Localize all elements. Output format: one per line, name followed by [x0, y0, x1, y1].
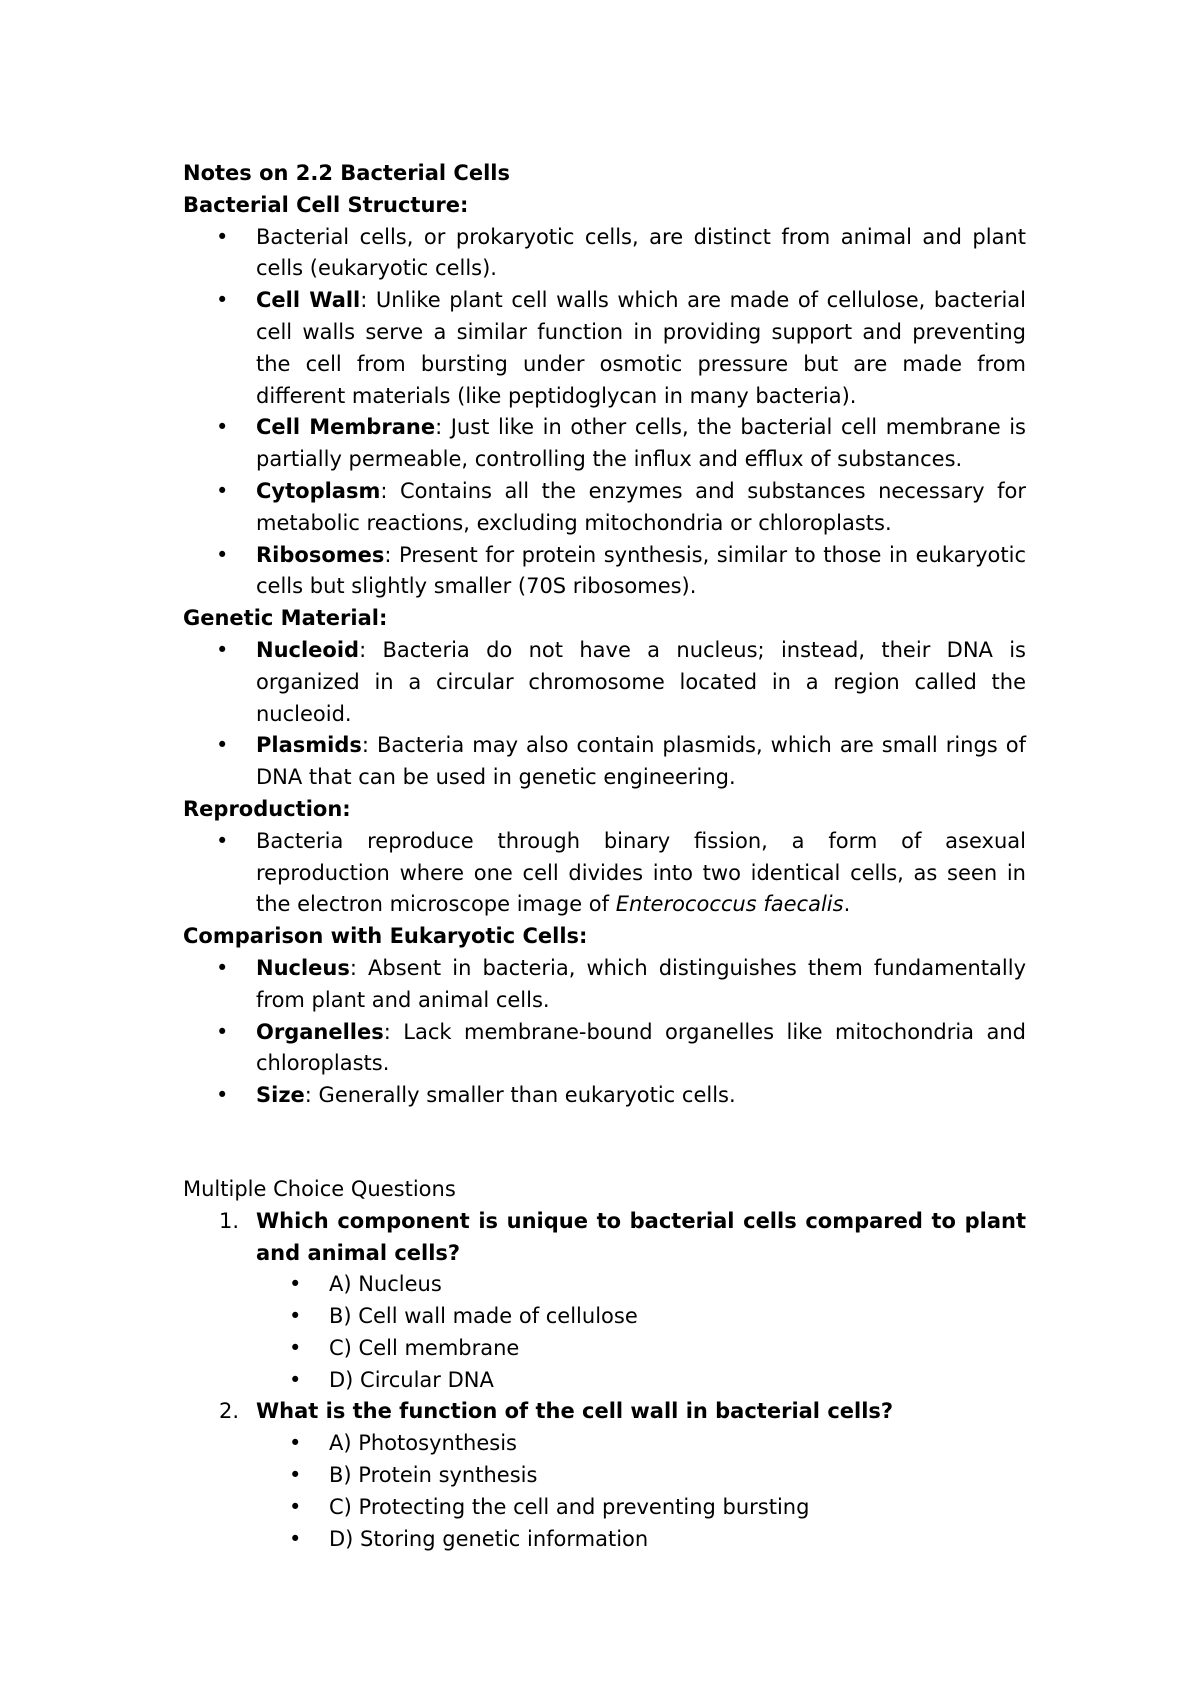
list-item — [183, 635, 1026, 730]
list-item — [183, 953, 1026, 1017]
list-item — [183, 222, 1026, 286]
item-text: : Bacteria may also contain plasmids, which are small rings of DNA that can be used in genetic engineering. — [256, 733, 1026, 790]
mcq-title: Multiple Choice Questions — [183, 1176, 456, 1201]
list-item — [183, 1017, 1026, 1081]
item-text-end: . — [843, 892, 851, 917]
item-text: : Bacteria do not have a nucleus; instead, their DNA is organized in a circular chromosome located in a region called the nucleoid. — [256, 637, 1026, 726]
item-text: Bacterial cells, or prokaryotic cells, are distinct from animal and plant cells (eukaryotic cells). — [256, 224, 1026, 281]
section-heading-structure: Bacterial Cell Structure: — [183, 192, 469, 217]
item-text: : Present for protein synthesis, similar to those in eukaryotic cells but slightly smaller (70S ribosomes). — [256, 542, 1026, 599]
list-item — [183, 476, 1026, 540]
question-text: What is the function of the cell wall in bacterial cells? — [256, 1399, 894, 1424]
item-text: : Contains all the enzymes and substances necessary for metabolic reactions, excluding mitochondria or chloroplasts. — [256, 478, 1026, 535]
option-item: • C) Cell membrane — [256, 1333, 1026, 1365]
option-list — [256, 1269, 1026, 1396]
item-term: Organelles — [256, 1019, 384, 1044]
genetic-list — [183, 635, 1026, 794]
option-item: • D) Storing genetic information — [256, 1524, 1026, 1556]
item-term: Ribosomes — [256, 542, 385, 567]
structure-list — [183, 222, 1026, 604]
list-item — [183, 285, 1026, 412]
item-term: Size — [256, 1083, 305, 1108]
item-text: Bacteria reproduce through binary fission, a form of asexual reproduction where one cell divides into two identical cells, as seen in the electron microscope image of — [256, 828, 1026, 917]
option-item: • A) Nucleus — [256, 1269, 1026, 1301]
item-term: Nucleus — [256, 955, 350, 980]
section-heading-comparison: Comparison with Eukaryotic Cells: — [183, 924, 588, 949]
question-text: Which component is unique to bacterial cells compared to plant and animal cells? — [256, 1208, 1026, 1265]
document-body — [183, 158, 1026, 1555]
item-text: : Absent in bacteria, which distinguishes them fundamentally from plant and animal cells. — [256, 955, 1026, 1012]
option-item: • B) Cell wall made of cellulose — [256, 1301, 1026, 1333]
item-text: : Lack membrane-bound organelles like mitochondria and chloroplasts. — [256, 1019, 1026, 1076]
item-term: Plasmids — [256, 733, 362, 758]
item-text: : Generally smaller than eukaryotic cells. — [304, 1083, 736, 1108]
list-item — [183, 1080, 1026, 1112]
option-list — [256, 1428, 1026, 1555]
list-item — [183, 826, 1026, 921]
item-term: Nucleoid — [256, 637, 360, 662]
list-item — [183, 730, 1026, 794]
question-number: 1. — [219, 1208, 240, 1233]
question-item — [183, 1396, 1026, 1555]
section-heading-genetic: Genetic Material: — [183, 606, 388, 631]
item-term: Cell Wall — [256, 288, 361, 313]
page-title: Notes on 2.2 Bacterial Cells — [183, 161, 510, 185]
species-name: Enterococcus faecalis — [615, 892, 844, 917]
question-number: 2. — [219, 1399, 240, 1424]
item-text: : Unlike plant cell walls which are made of cellulose, bacterial cell walls serve a similar function in providing support and preventing the cell from bursting under osmotic pressure but are made from different materials (like peptidoglycan in many bacteria). — [256, 288, 1026, 408]
comparison-list — [183, 953, 1026, 1112]
section-heading-reproduction: Reproduction: — [183, 796, 351, 821]
option-item: • D) Circular DNA — [256, 1365, 1026, 1397]
item-term: Cytoplasm — [256, 478, 381, 503]
item-text: : Just like in other cells, the bacterial cell membrane is partially permeable, controlling the influx and efflux of substances. — [256, 415, 1026, 472]
list-item — [183, 412, 1026, 476]
question-item — [183, 1206, 1026, 1397]
reproduction-list — [183, 826, 1026, 921]
list-item — [183, 540, 1026, 604]
item-term: Cell Membrane — [256, 415, 436, 440]
option-item: • C) Protecting the cell and preventing bursting — [256, 1492, 1026, 1524]
question-list — [183, 1206, 1026, 1556]
option-item: • B) Protein synthesis — [256, 1460, 1026, 1492]
option-item: • A) Photosynthesis — [256, 1428, 1026, 1460]
